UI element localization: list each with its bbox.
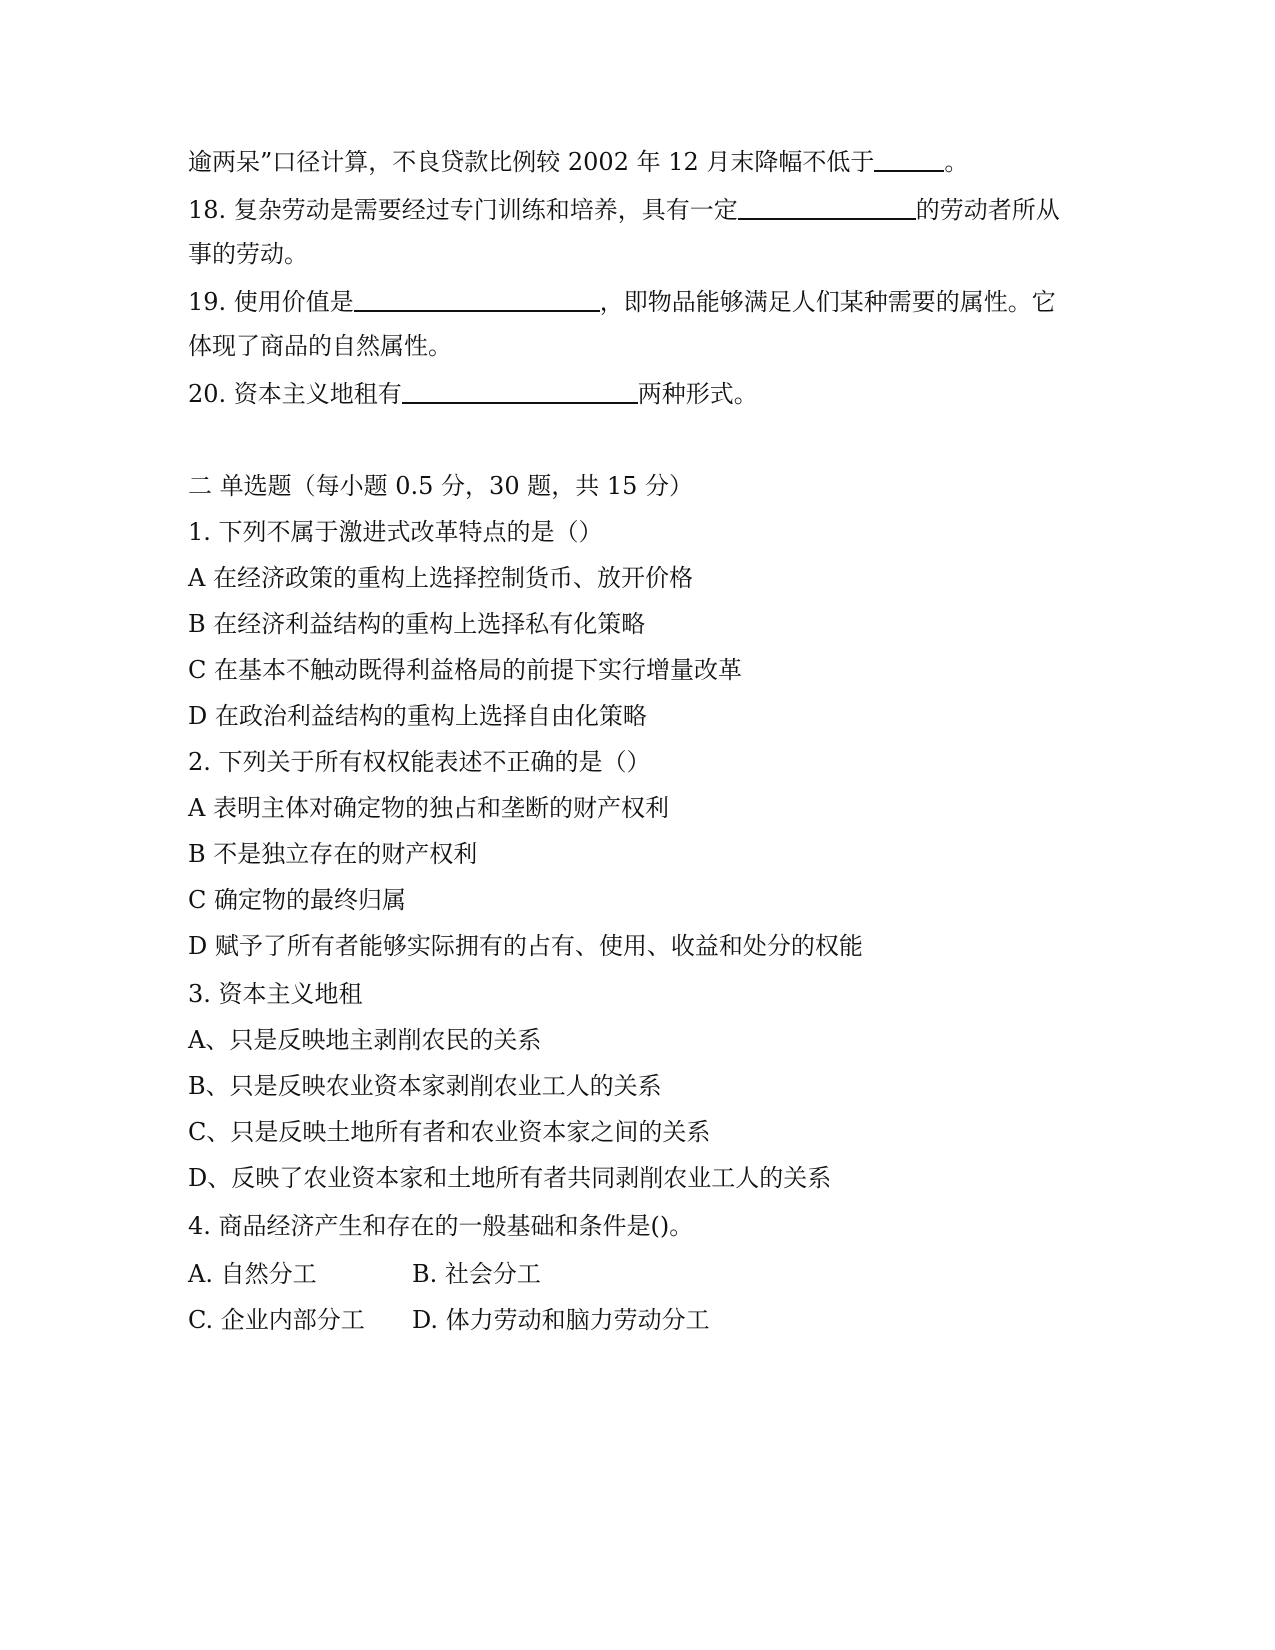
question-18 xyxy=(188,196,1060,222)
q19-text-after: ，即物品能够满足人们某种需要的属性。它 xyxy=(599,288,1056,316)
q2-option-d[interactable]: D 赋予了所有者能够实际拥有的占有、使用、收益和处分的权能 xyxy=(188,932,863,960)
q17-text: 逾两呆”口径计算，不良贷款比例较 2002 年 12 月末降幅不低于 xyxy=(188,148,875,176)
q3-option-a[interactable]: A、只是反映地主剥削农民的关系 xyxy=(188,1026,542,1054)
q4-option-d[interactable]: D. 体力劳动和脑力劳动分工 xyxy=(412,1306,710,1334)
answer-blank[interactable] xyxy=(402,380,638,404)
q1-option-b[interactable]: B 在经济利益结构的重构上选择私有化策略 xyxy=(188,610,646,638)
answer-blank[interactable] xyxy=(354,288,600,312)
question-19-line2: 体现了商品的自然属性。 xyxy=(188,332,452,360)
q4-option-a[interactable]: A. 自然分工 xyxy=(188,1260,317,1288)
q17-end: 。 xyxy=(944,148,969,176)
q20-text: 20. 资本主义地租有 xyxy=(188,380,402,408)
question-20 xyxy=(188,380,758,406)
q18-text-after: 的劳动者所从 xyxy=(915,196,1060,224)
q4-option-c[interactable]: C. 企业内部分工 xyxy=(188,1306,365,1334)
q1-option-c[interactable]: C 在基本不触动既得利益格局的前提下实行增量改革 xyxy=(188,656,742,684)
q3-option-c[interactable]: C、只是反映土地所有者和农业资本家之间的关系 xyxy=(188,1118,711,1146)
q18-text: 18. 复杂劳动是需要经过专门训练和培养，具有一定 xyxy=(188,196,738,224)
answer-blank[interactable] xyxy=(738,196,916,220)
section-heading: 二 单选题（每小题 0.5 分，30 题，共 15 分） xyxy=(188,472,694,500)
q20-text-after: 两种形式。 xyxy=(637,380,758,408)
question-3-stem: 3. 资本主义地租 xyxy=(188,980,363,1008)
q4-option-b[interactable]: B. 社会分工 xyxy=(412,1260,541,1288)
question-2-stem: 2. 下列关于所有权权能表述不正确的是（） xyxy=(188,748,651,776)
q3-option-d[interactable]: D、反映了农业资本家和土地所有者共同剥削农业工人的关系 xyxy=(188,1164,832,1192)
question-4-stem: 4. 商品经济产生和存在的一般基础和条件是()。 xyxy=(188,1212,694,1240)
q19-text: 19. 使用价值是 xyxy=(188,288,354,316)
q17-continuation xyxy=(188,148,968,174)
q2-option-b[interactable]: B 不是独立存在的财产权利 xyxy=(188,840,478,868)
q3-option-b[interactable]: B、只是反映农业资本家剥削农业工人的关系 xyxy=(188,1072,662,1100)
question-18-line2: 事的劳动。 xyxy=(188,240,308,268)
q1-option-a[interactable]: A 在经济政策的重构上选择控制货币、放开价格 xyxy=(188,564,693,592)
q1-option-d[interactable]: D 在政治利益结构的重构上选择自由化策略 xyxy=(188,702,647,730)
q2-option-a[interactable]: A 表明主体对确定物的独占和垄断的财产权利 xyxy=(188,794,669,822)
question-1-stem: 1. 下列不属于激进式改革特点的是（） xyxy=(188,518,603,546)
answer-blank[interactable] xyxy=(874,148,944,172)
question-19 xyxy=(188,288,1056,314)
q2-option-c[interactable]: C 确定物的最终归属 xyxy=(188,886,406,914)
